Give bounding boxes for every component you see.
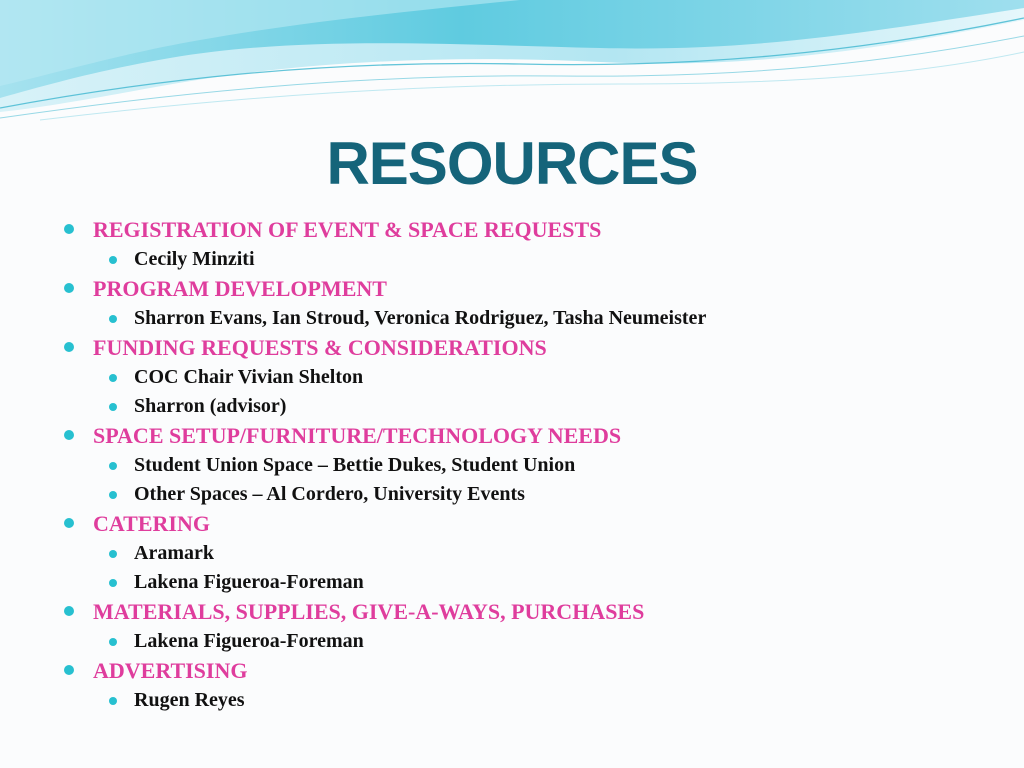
bullet-icon [64, 342, 74, 352]
section-heading [62, 333, 1002, 363]
list-item [62, 451, 1002, 480]
bullet-icon [64, 283, 74, 293]
bullet-icon [109, 462, 117, 470]
section-heading-text: ADVERTISING [93, 658, 248, 683]
bullet-icon [64, 665, 74, 675]
list-item-text: Lakena Figueroa-Foreman [134, 630, 364, 652]
list-item-text: COC Chair Vivian Shelton [134, 366, 364, 388]
bullet-icon [109, 374, 117, 382]
bullet-icon [64, 606, 74, 616]
list-item-text: Lakena Figueroa-Foreman [134, 571, 364, 593]
list-item [62, 245, 1002, 274]
bullet-icon [109, 491, 117, 499]
section-heading-text: CATERING [93, 511, 210, 536]
list-item-text: Sharron (advisor) [134, 395, 287, 417]
section-heading-text: MATERIALS, SUPPLIES, GIVE-A-WAYS, PURCHASES [93, 599, 645, 624]
section-heading-text: REGISTRATION OF EVENT & SPACE REQUESTS [93, 217, 602, 242]
section-heading [62, 274, 1002, 304]
section-heading [62, 597, 1002, 627]
bullet-list [62, 215, 1002, 715]
bullet-icon [64, 518, 74, 528]
slide-title: RESOURCES [326, 130, 698, 197]
bullet-icon [109, 697, 117, 705]
bullet-icon [64, 430, 74, 440]
list-item [62, 392, 1002, 421]
list-item-text: Sharron Evans, Ian Stroud, Veronica Rodriguez, Tasha Neumeister [134, 307, 707, 329]
bullet-icon [109, 638, 117, 646]
list-item [62, 539, 1002, 568]
wave-decoration [0, 0, 1024, 140]
list-item-text: Other Spaces – Al Cordero, University Events [134, 483, 525, 505]
list-item-text: Aramark [134, 542, 214, 564]
bullet-icon [109, 315, 117, 323]
bullet-icon [109, 579, 117, 587]
bullet-icon [109, 403, 117, 411]
list-item-text: Student Union Space – Bettie Dukes, Student Union [134, 454, 576, 476]
section-heading-text: FUNDING REQUESTS & CONSIDERATIONS [93, 335, 547, 360]
list-item [62, 627, 1002, 656]
section-heading [62, 215, 1002, 245]
bullet-icon [64, 224, 74, 234]
list-item-text: Rugen Reyes [134, 689, 245, 711]
list-item [62, 686, 1002, 715]
list-item [62, 363, 1002, 392]
bullet-icon [109, 256, 117, 264]
list-item [62, 568, 1002, 597]
list-item [62, 304, 1002, 333]
list-item-text: Cecily Minziti [134, 248, 255, 270]
section-heading-text: SPACE SETUP/FURNITURE/TECHNOLOGY NEEDS [93, 423, 622, 448]
section-heading [62, 509, 1002, 539]
list-item [62, 480, 1002, 509]
bullet-icon [109, 550, 117, 558]
section-heading [62, 421, 1002, 451]
section-heading [62, 656, 1002, 686]
section-heading-text: PROGRAM DEVELOPMENT [93, 276, 387, 301]
